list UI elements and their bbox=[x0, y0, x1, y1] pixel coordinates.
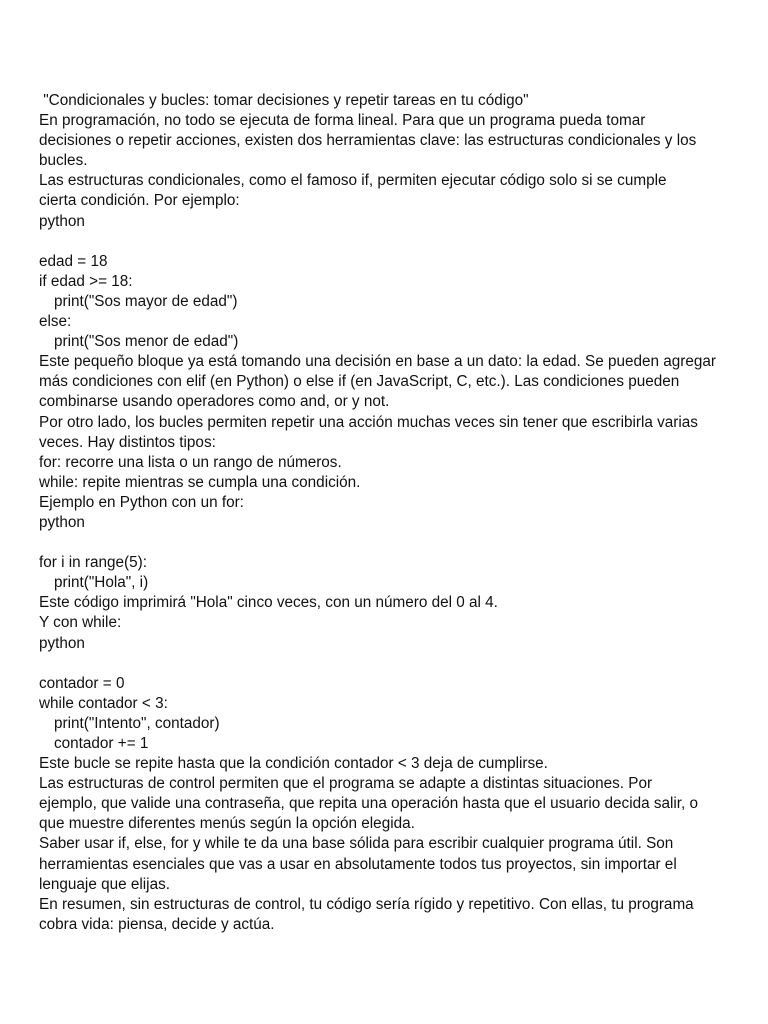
code-line: contador = 0 bbox=[39, 674, 125, 692]
paragraph-line: for: recorre una lista o un rango de números. bbox=[39, 453, 342, 471]
code-line: if edad >= 18: bbox=[39, 272, 133, 290]
paragraph-line: Las estructuras condicionales, como el famoso if, permiten ejecutar código solo si se cumple bbox=[39, 172, 667, 190]
paragraph-line: Y con while: bbox=[39, 614, 122, 632]
paragraph-line: más condiciones con elif (en Python) o else if (en JavaScript, C, etc.). Las condiciones pueden bbox=[39, 373, 680, 391]
code-line: edad = 18 bbox=[39, 252, 108, 270]
document-title: "Condicionales y bucles: tomar decisiones y repetir tareas en tu código" bbox=[39, 92, 529, 109]
code-language-label: python bbox=[39, 513, 85, 531]
paragraph-line: bucles. bbox=[39, 152, 88, 170]
paragraph-line: combinarse usando operadores como and, or y not. bbox=[39, 393, 390, 411]
code-line: print("Sos mayor de edad") bbox=[54, 292, 238, 310]
paragraph-line: Las estructuras de control permiten que el programa se adapte a distintas situaciones. Por bbox=[39, 775, 653, 793]
paragraph-line: Este código imprimirá "Hola" cinco veces, con un número del 0 al 4. bbox=[39, 594, 498, 612]
blank-line bbox=[39, 533, 768, 553]
paragraph-line: decisiones o repetir acciones, existen dos herramientas clave: las estructuras condicionales y los bbox=[39, 132, 697, 150]
paragraph-line: En programación, no todo se ejecuta de forma lineal. Para que un programa pueda tomar bbox=[39, 112, 646, 130]
code-language-label: python bbox=[39, 212, 85, 230]
paragraph-line: lenguaje que elijas. bbox=[39, 875, 170, 893]
paragraph-line: que muestre diferentes menús según la opción elegida. bbox=[39, 815, 415, 833]
paragraph-line: Saber usar if, else, for y while te da una base sólida para escribir cualquier programa útil. Son bbox=[39, 835, 674, 853]
code-line: print("Intento", contador) bbox=[54, 714, 220, 732]
code-line: print("Sos menor de edad") bbox=[54, 333, 239, 351]
paragraph-line: herramientas esenciales que vas a usar en absolutamente todos tus proyectos, sin importar el bbox=[39, 855, 677, 873]
paragraph-line: En resumen, sin estructuras de control, tu código sería rígido y repetitivo. Con ellas, tu programa bbox=[39, 895, 694, 913]
paragraph-line: cobra vida: piensa, decide y actúa. bbox=[39, 915, 275, 933]
paragraph-line: Por otro lado, los bucles permiten repetir una acción muchas veces sin tener que escribirla varias bbox=[39, 413, 698, 431]
paragraph-line: Ejemplo en Python con un for: bbox=[39, 493, 244, 511]
blank-line bbox=[39, 232, 768, 252]
paragraph-line: Este bucle se repite hasta que la condición contador < 3 deja de cumplirse. bbox=[39, 755, 548, 773]
paragraph-line: Este pequeño bloque ya está tomando una decisión en base a un dato: la edad. Se pueden agregar bbox=[39, 353, 716, 371]
paragraph-line: while: repite mientras se cumpla una condición. bbox=[39, 473, 361, 491]
code-language-label: python bbox=[39, 634, 85, 652]
code-line: while contador < 3: bbox=[39, 694, 168, 712]
code-line: for i in range(5): bbox=[39, 554, 147, 572]
paragraph-line: cierta condición. Por ejemplo: bbox=[39, 192, 240, 210]
paragraph-line: veces. Hay distintos tipos: bbox=[39, 433, 216, 451]
code-line: else: bbox=[39, 313, 72, 331]
paragraph-line: ejemplo, que valide una contraseña, que repita una operación hasta que el usuario decida salir, o bbox=[39, 795, 699, 813]
code-line: print("Hola", i) bbox=[54, 574, 149, 592]
document-body bbox=[39, 91, 768, 935]
blank-line bbox=[39, 654, 768, 674]
code-line: contador += 1 bbox=[54, 735, 149, 752]
